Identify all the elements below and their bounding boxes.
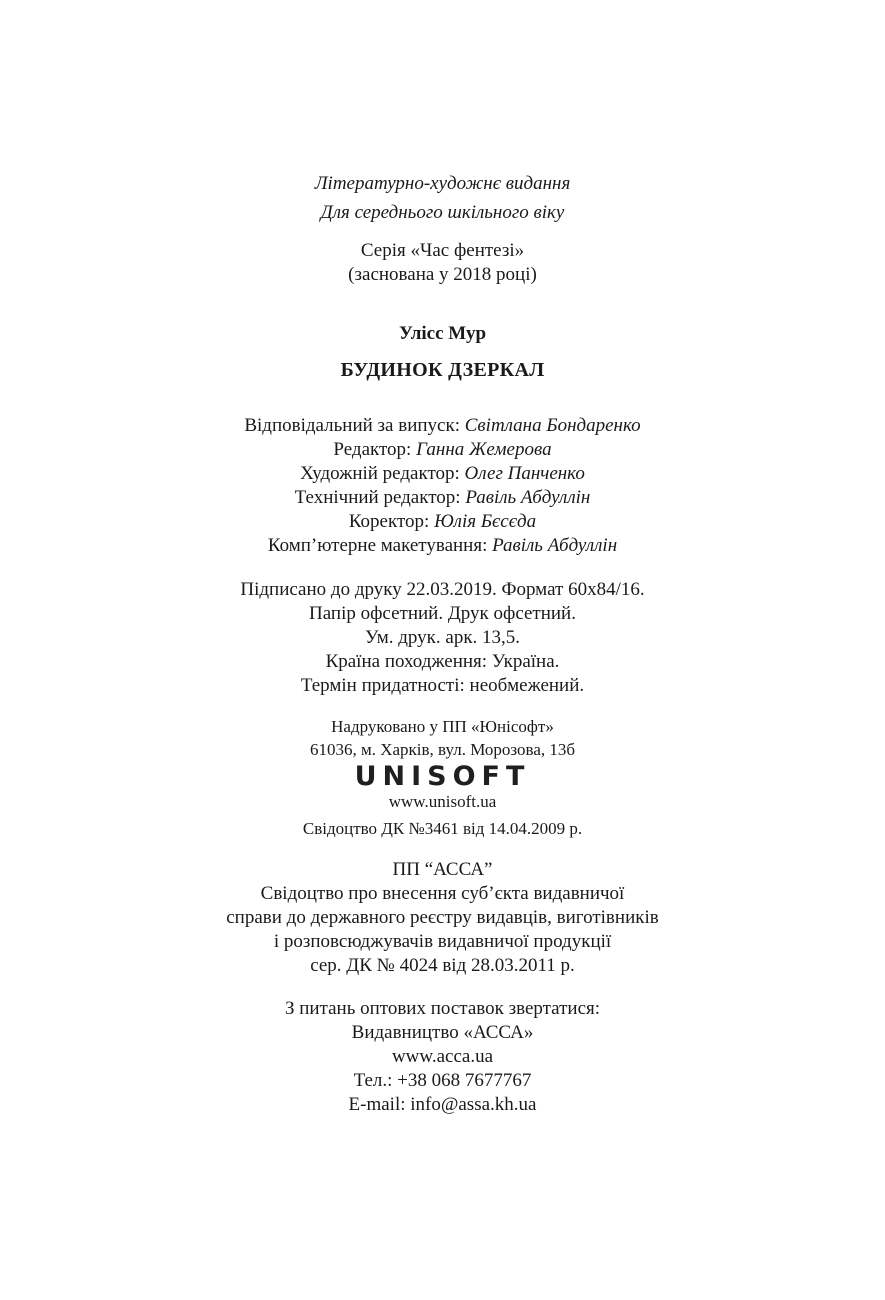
print-spec-line: Підписано до друку 22.03.2019. Формат 60х84/16. <box>240 579 645 600</box>
credit-line <box>0 462 885 486</box>
publisher-name: ПП “АССА” <box>392 859 493 880</box>
credit-name: Світлана Бондаренко <box>464 415 641 436</box>
print-spec-line: Термін придатності: необмежений. <box>300 675 585 696</box>
credit-line <box>0 438 885 462</box>
printer-address: 61036, м. Харків, вул. Морозова, 13б <box>309 740 576 759</box>
contact-line: З питань оптових поставок звертатися: <box>284 998 601 1019</box>
credit-line <box>0 510 885 534</box>
print-spec-line: Країна походження: Україна. <box>325 651 560 672</box>
contact-line: Тел.: +38 068 7677767 <box>353 1070 532 1091</box>
credit-line <box>0 486 885 510</box>
publisher-line: і розповсюджувачів видавничої продукції <box>273 931 612 952</box>
print-spec-line: Папір офсетний. Друк офсетний. <box>309 603 576 624</box>
contact-line: www.acca.ua <box>391 1046 494 1067</box>
genre-line: Літературно-художнє видання <box>314 173 571 194</box>
audience-line: Для середнього шкільного віку <box>320 202 565 223</box>
credit-line <box>0 414 885 438</box>
credit-name: Равіль Абдуллін <box>465 487 591 508</box>
book-author: Улісс Мур <box>398 323 487 344</box>
credit-name: Юлія Бєсєда <box>434 511 537 532</box>
credit-role: Редактор: <box>333 439 412 460</box>
credit-role: Комп’ютерне макетування: <box>267 535 488 556</box>
book-title: БУДИНОК ДЗЕРКАЛ <box>340 359 545 381</box>
printer-certificate: Свідоцтво ДК №3461 від 14.04.2009 р. <box>302 819 583 838</box>
printer-website: www.unisoft.ua <box>388 792 497 811</box>
publisher-line: Свідоцтво про внесення суб’єкта видавничої <box>260 883 625 904</box>
credit-name: Ганна Жемерова <box>416 439 552 460</box>
series-name: Серія «Час фентезі» <box>360 240 525 261</box>
print-spec-line: Ум. друк. арк. 13,5. <box>364 627 521 648</box>
publisher-line: справи до державного реєстру видавців, виготівників <box>226 907 659 928</box>
credit-role: Художній редактор: <box>300 463 460 484</box>
credit-name: Равіль Абдуллін <box>492 535 618 556</box>
credit-role: Технічний редактор: <box>294 487 461 508</box>
printer-line: Надруковано у ПП «Юнісофт» <box>331 717 554 736</box>
contact-line: E-mail: info@assa.kh.ua <box>348 1094 537 1115</box>
credit-name: Олег Панченко <box>464 463 585 484</box>
contact-line: Видавництво «АССА» <box>351 1022 534 1043</box>
publisher-line: сер. ДК № 4024 від 28.03.2011 р. <box>310 955 575 976</box>
series-founded: (заснована у 2018 році) <box>348 264 537 285</box>
credit-role: Відповідальний за випуск: <box>244 415 460 436</box>
credit-line <box>0 534 885 558</box>
credit-role: Коректор: <box>348 511 430 532</box>
unisoft-logo: UNISOFT <box>354 761 531 792</box>
